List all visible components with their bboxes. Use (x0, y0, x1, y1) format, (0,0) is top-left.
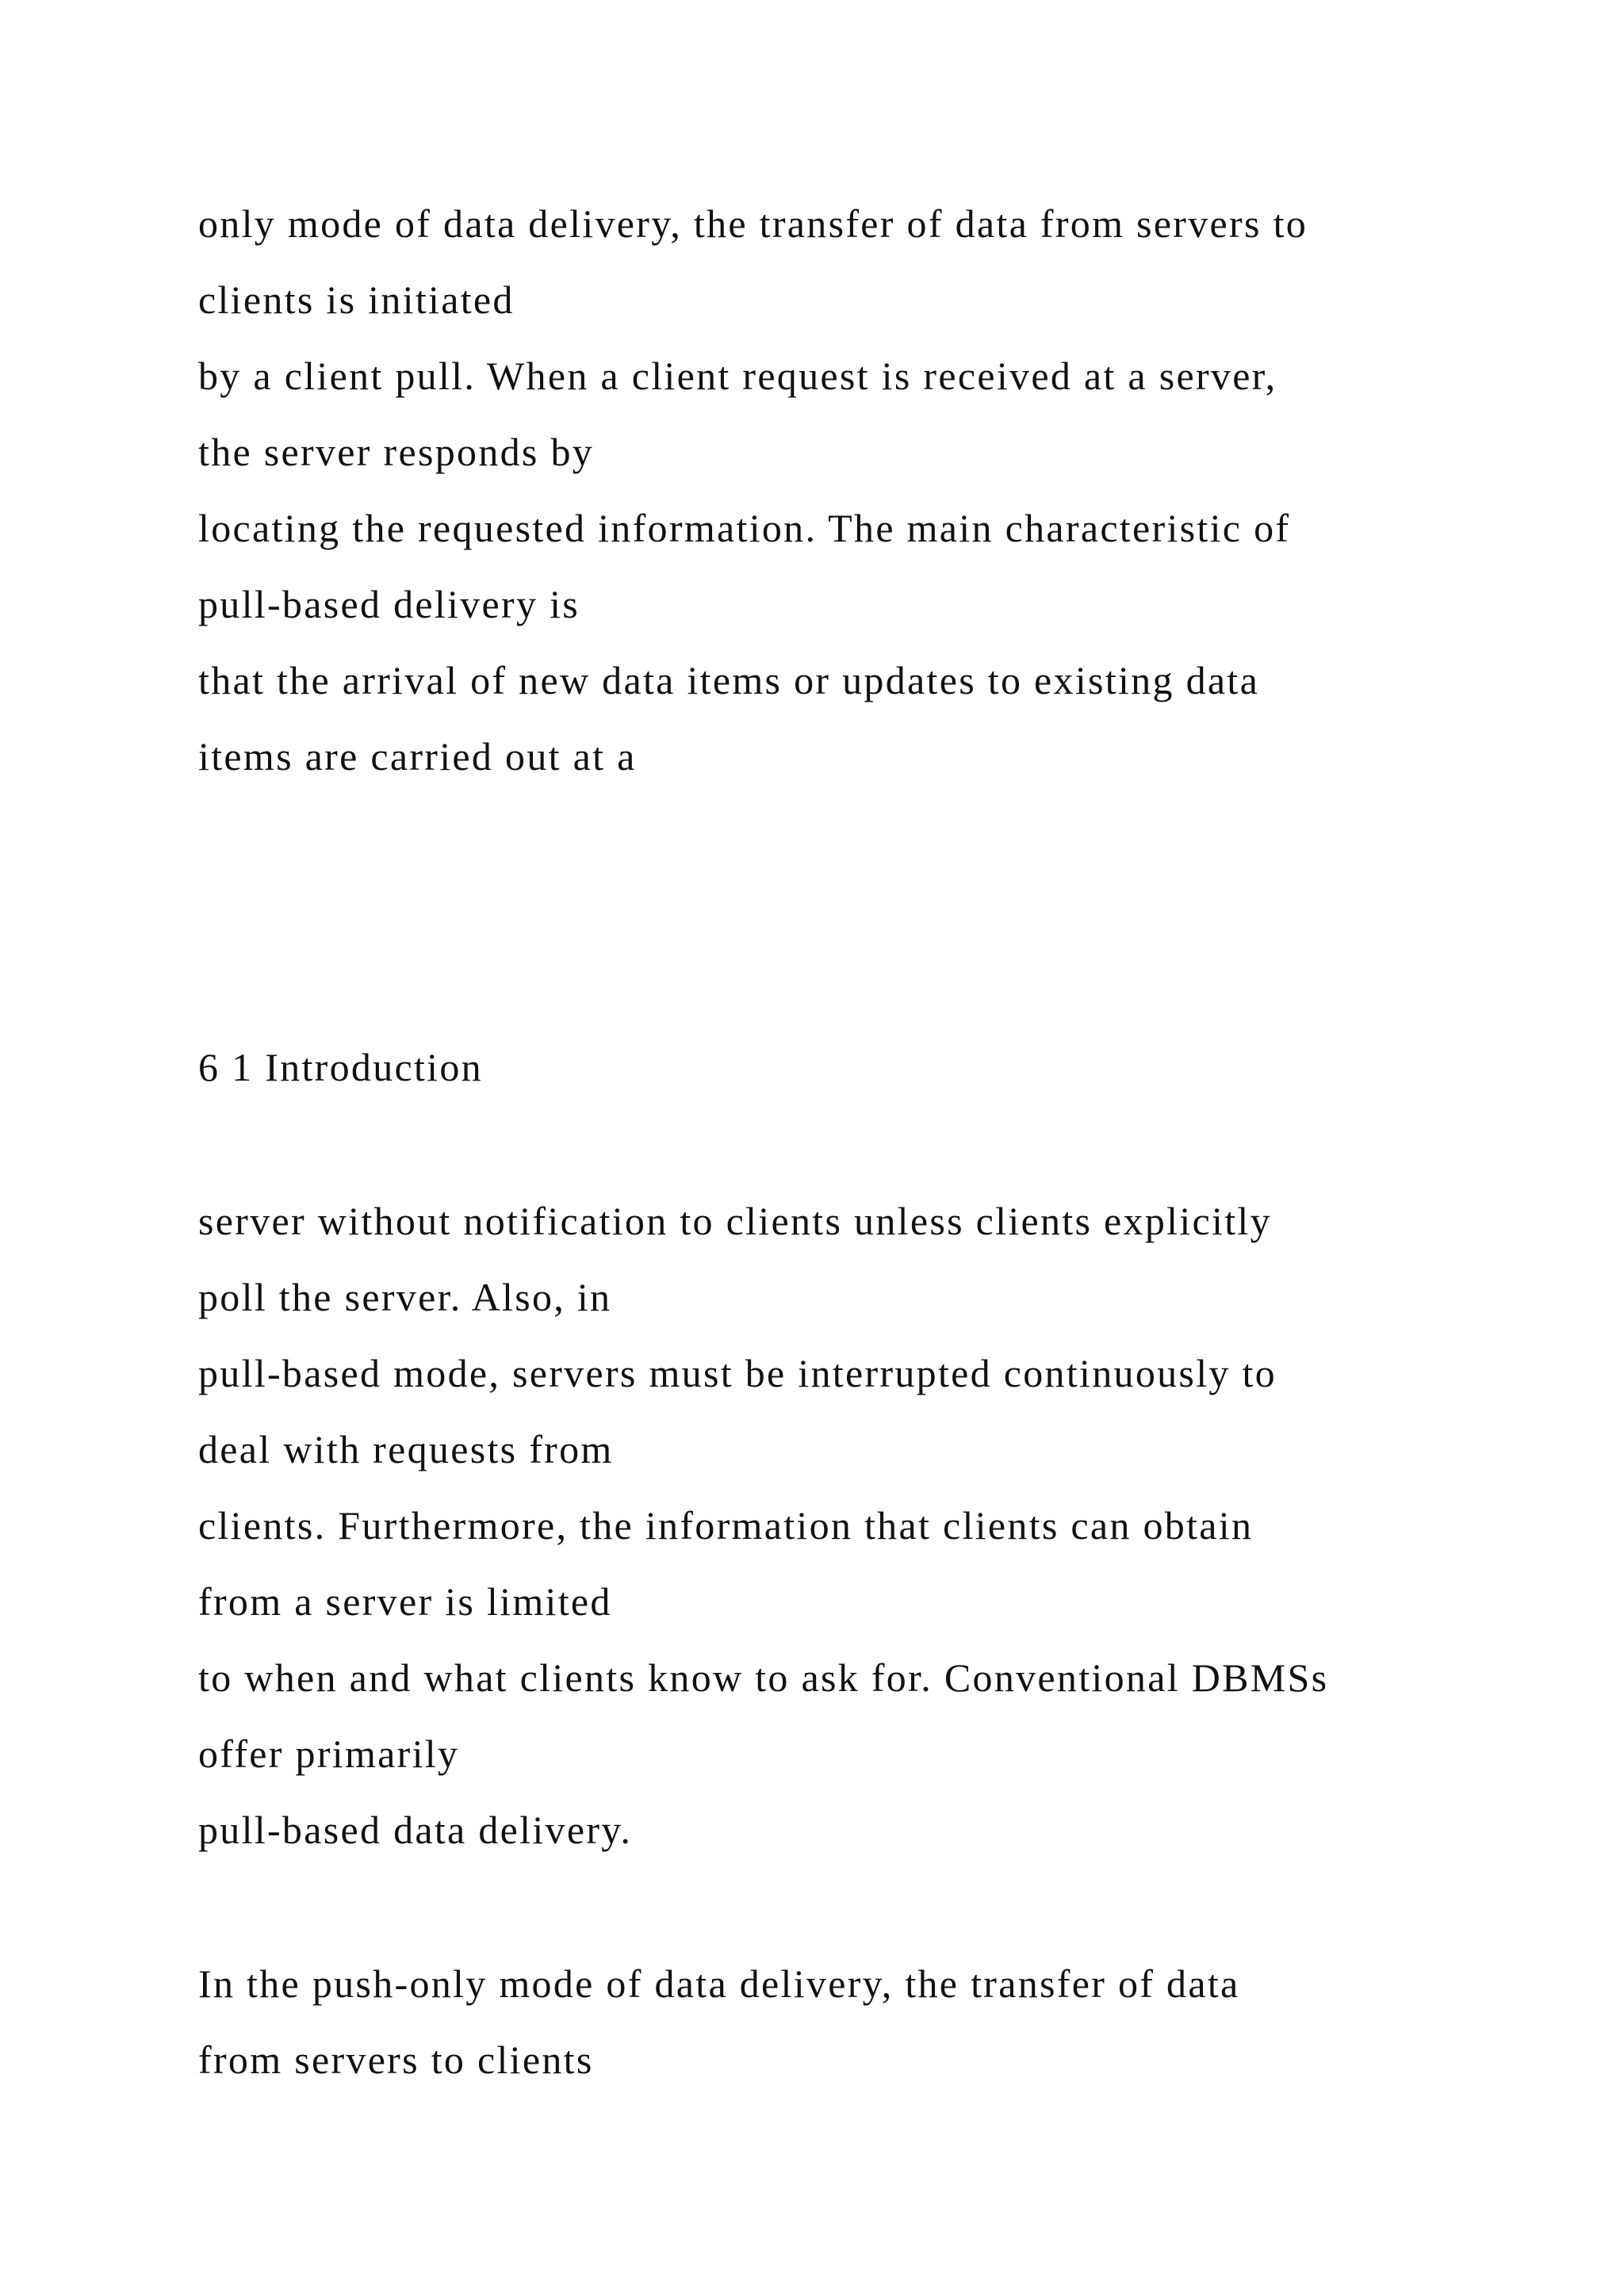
text-line: that the arrival of new data items or updates to existing data (198, 658, 1260, 702)
text-line: to when and what clients know to ask for. Conventional DBMSs (198, 1655, 1329, 1700)
text-line: In the push-only mode of data delivery, the transfer of data (198, 1961, 1240, 2006)
text-line: by a client pull. When a client request is received at a server, (198, 354, 1277, 398)
text-line: pull-based delivery is (198, 582, 580, 626)
text-line: the server responds by (198, 430, 595, 474)
text-line: offer primarily (198, 1732, 460, 1776)
text-line: from a server is limited (198, 1579, 612, 1624)
text-line: pull-based data delivery. (198, 1808, 633, 1852)
text-line: from servers to clients (198, 2038, 594, 2082)
text-line: locating the requested information. The main characteristic of (198, 506, 1291, 550)
text-line: pull-based mode, servers must be interrupted continuously to (198, 1351, 1277, 1395)
text-line: only mode of data delivery, the transfer of data from servers to (198, 201, 1308, 246)
text-line: deal with requests from (198, 1427, 614, 1471)
text-line: clients is initiated (198, 277, 515, 322)
text-line: clients. Furthermore, the information that clients can obtain (198, 1503, 1254, 1548)
section-heading: 6 1 Introduction (198, 1045, 483, 1089)
text-line: items are carried out at a (198, 734, 637, 779)
text-line: poll the server. Also, in (198, 1275, 612, 1319)
text-line: server without notification to clients unless clients explicitly (198, 1199, 1272, 1243)
